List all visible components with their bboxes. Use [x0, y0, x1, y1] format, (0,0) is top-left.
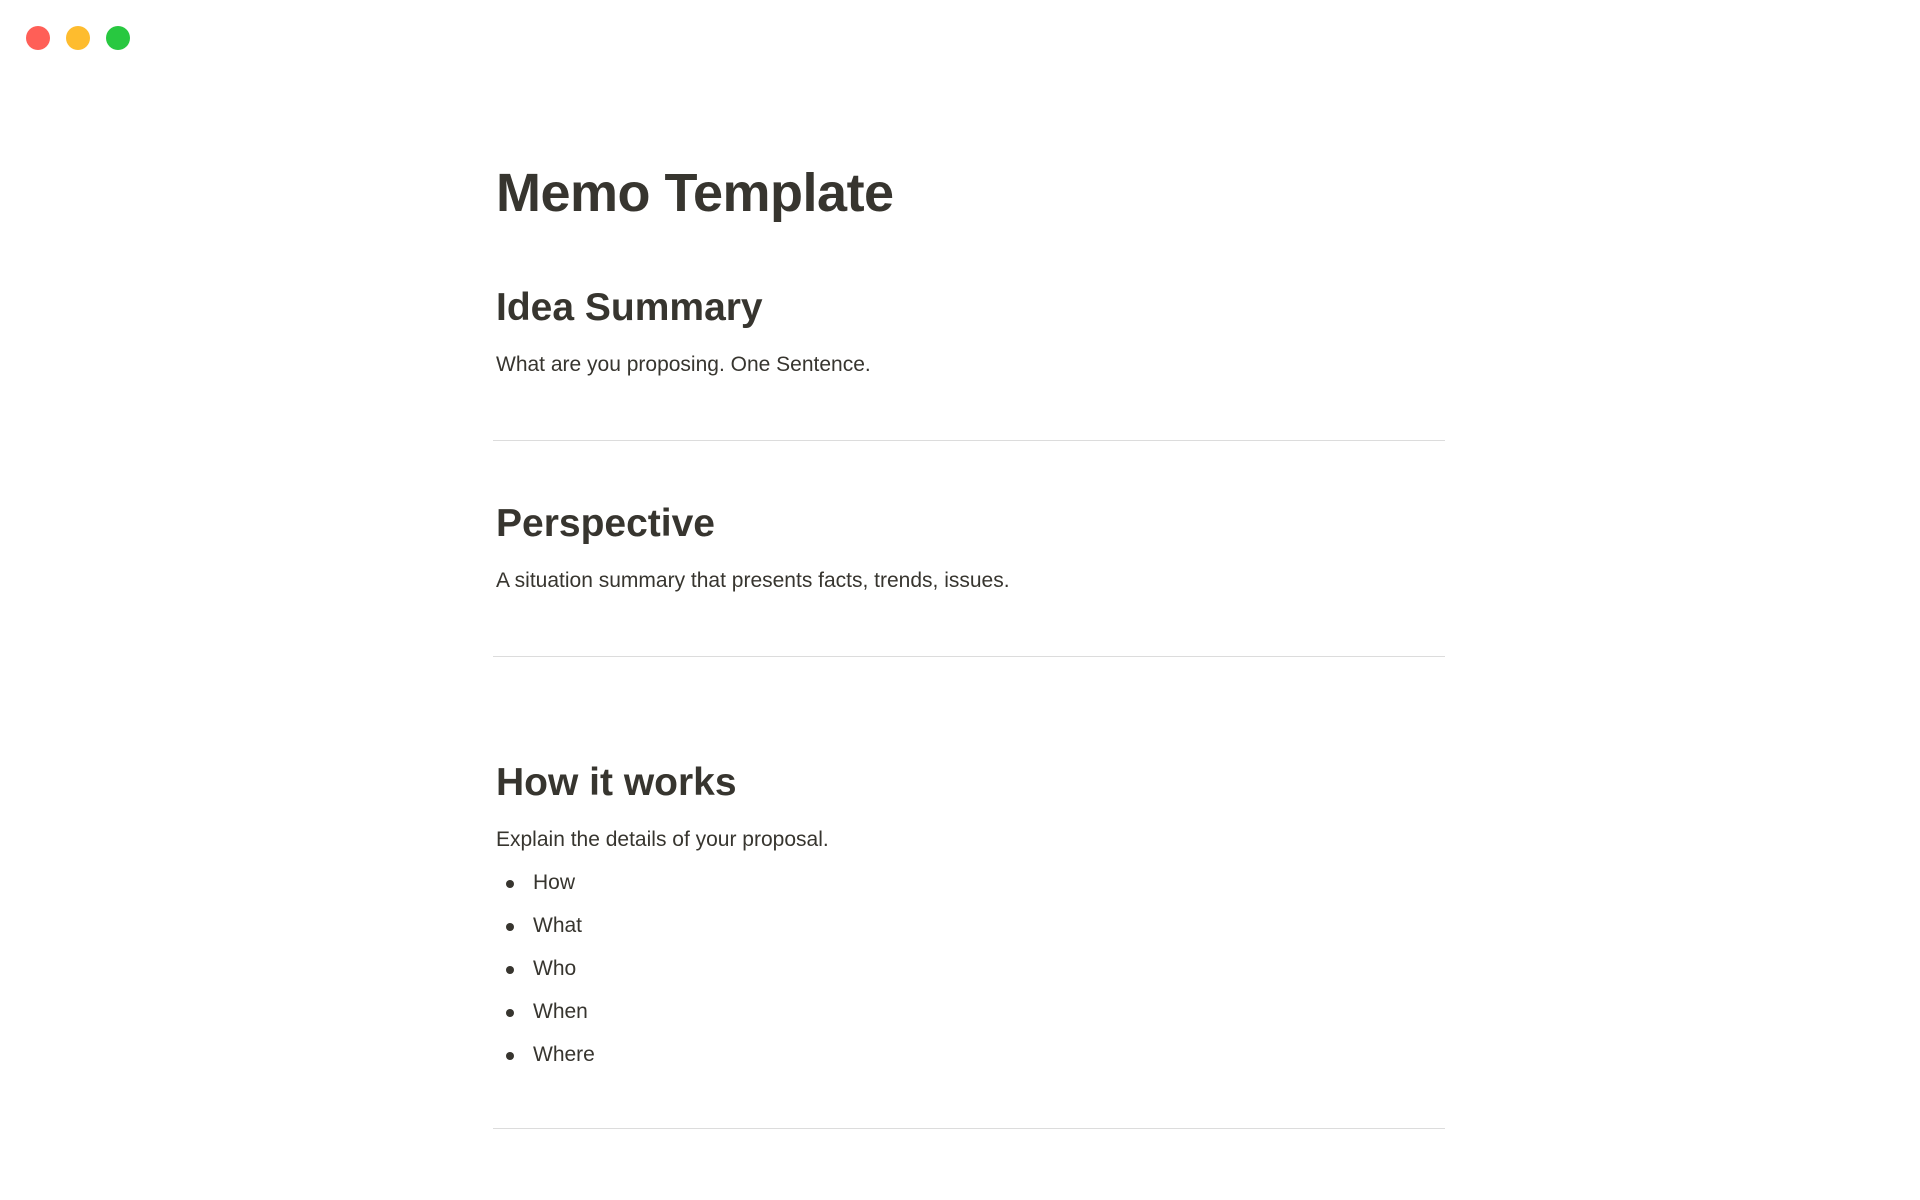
bullet-item-text: When — [533, 1000, 588, 1023]
bullet-item-text: How — [533, 871, 576, 894]
zoom-window-button[interactable] — [106, 26, 130, 50]
bullet-dot-icon — [506, 880, 514, 888]
bullet-item[interactable] — [493, 868, 595, 911]
bullet-item[interactable] — [493, 911, 595, 954]
page-title[interactable]: Memo Template — [496, 163, 894, 223]
section-heading-how-it-works[interactable]: How it works — [496, 761, 737, 804]
bullet-dot-icon — [506, 1009, 514, 1017]
bullet-item-text: Where — [533, 1043, 595, 1066]
bullet-item[interactable] — [493, 1040, 595, 1083]
window-controls — [26, 26, 130, 50]
section-heading-perspective[interactable]: Perspective — [496, 502, 715, 545]
divider — [493, 656, 1445, 657]
close-window-button[interactable] — [26, 26, 50, 50]
bullet-dot-icon — [506, 966, 514, 974]
section-heading-idea-summary[interactable]: Idea Summary — [496, 286, 763, 329]
minimize-window-button[interactable] — [66, 26, 90, 50]
bullet-item[interactable] — [493, 997, 595, 1040]
bullet-dot-icon — [506, 923, 514, 931]
bullet-item-text: What — [533, 914, 583, 937]
bullet-item-text: Who — [533, 957, 577, 980]
bullet-item[interactable] — [493, 954, 595, 997]
divider — [493, 1128, 1445, 1129]
section-body-how-it-works[interactable]: Explain the details of your proposal. — [496, 828, 829, 851]
bullet-dot-icon — [506, 1052, 514, 1060]
section-body-idea-summary[interactable]: What are you proposing. One Sentence. — [496, 353, 871, 376]
divider — [493, 440, 1445, 441]
section-body-perspective[interactable]: A situation summary that presents facts, trends, issues. — [496, 569, 1010, 592]
bullet-list — [493, 868, 595, 1083]
